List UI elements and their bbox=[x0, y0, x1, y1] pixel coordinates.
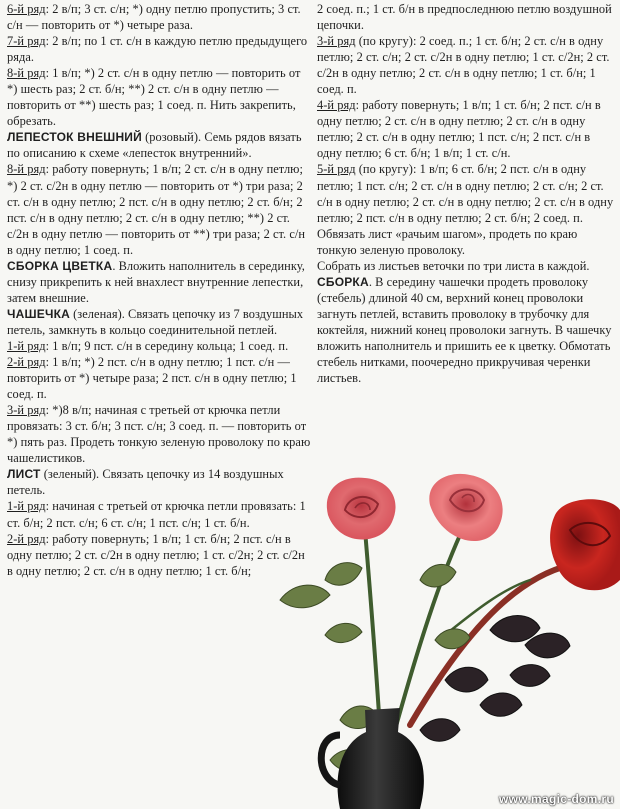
instruction-text: : 2 в/п; 3 ст. с/н; *) одну петлю пропустить; 3 ст. с/н — повторить от *) четыре раза. bbox=[7, 2, 301, 33]
section-heading: ЧАШЕЧКА bbox=[7, 306, 70, 321]
instruction-text: . Вложить наполнитель в серединку, снизу прикрепить к ней внахлест внутренние лепестки, затем внешние. bbox=[7, 258, 305, 305]
instruction-paragraph bbox=[7, 531, 311, 579]
row-label: 3-й ряд bbox=[7, 403, 46, 418]
instruction-text: : *)8 в/п; начиная с третьей от крючка петли провязать: 3 ст. б/н; 3 пст. с/н; 3 соед. п. — повторить от *) пять раз. Продеть тонкую зеленую проволоку по краю чашелистиков. bbox=[7, 403, 311, 466]
instruction-paragraph bbox=[7, 354, 311, 402]
section-heading: СБОРКА ЦВЕТКА bbox=[7, 258, 113, 273]
roses-photo bbox=[270, 470, 620, 809]
row-label: 1-й ряд bbox=[7, 499, 46, 514]
instruction-text: Обвязать лист «рачьим шагом», продеть по краю тонкую зеленую проволоку. bbox=[317, 226, 578, 257]
instruction-paragraph bbox=[7, 338, 311, 354]
instruction-text: Собрать из листьев веточки по три листа в каждой. bbox=[317, 258, 590, 273]
instruction-text: (по кругу): 1 в/п; 6 ст. б/н; 2 пст. с/н в одну петлю; 1 пст. с/н; 2 ст. с/н в одну петлю; 2 ст. с/н; 2 ст. с/н в одну петлю; 2 ст. с/н в одну петлю; 2 ст. с/н в одну петлю; 2 пст. с/н в одну петлю; 2 ст. б/н; 2 соед. п. bbox=[317, 162, 614, 225]
instruction-paragraph bbox=[7, 65, 311, 129]
instruction-paragraph bbox=[7, 498, 311, 530]
row-label: 7-й ряд bbox=[7, 34, 46, 49]
instruction-paragraph bbox=[7, 466, 311, 498]
instruction-paragraph bbox=[317, 258, 615, 274]
row-label: 2-й ряд bbox=[7, 531, 46, 546]
website-footer: www.magic-dom.ru bbox=[498, 792, 614, 806]
instruction-text: : работу повернуть; 1 в/п; 2 ст. с/н в одну петлю; *) 2 ст. с/2н в одну петлю — повторить от *) три раза; 2 ст. с/н в одну петлю; 2 пст. с/н в одну петлю; 2 ст. б/н; 2 пст. с/н в одну петлю; 2 ст. с/н в одну петлю; **) 2 ст. с/2н в одну петлю — повторить от **) три раза; 2 ст. с/н в одну петлю; 1 соед. п. bbox=[7, 162, 306, 257]
instruction-text: : работу повернуть; 1 в/п; 1 ст. б/н; 2 пст. с/н в одну петлю; 2 ст. с/2н в одну петлю; 1 ст. с/2н; 2 ст. с/2н в одну петлю; 2 ст. с/н в одну петлю; 1 ст. б/н; bbox=[7, 531, 305, 578]
instruction-text: 2 соед. п.; 1 ст. б/н в предпоследнюю петлю воздушной цепочки. bbox=[317, 2, 612, 33]
row-label: 4-й ряд bbox=[317, 98, 356, 113]
instruction-paragraph bbox=[317, 274, 615, 386]
instruction-paragraph bbox=[7, 33, 311, 65]
instruction-paragraph bbox=[317, 33, 615, 97]
instruction-text: : 1 в/п; 9 пст. с/н в середину кольца; 1 соед. п. bbox=[45, 338, 289, 353]
instruction-text: (по кругу): 2 соед. п.; 1 ст. б/н; 2 ст. с/н в одну петлю; 2 ст. с/н; 2 ст. с/2н в одну петлю; 1 ст. с/2н; 2 ст. с/2н в одну петлю; 2 ст. с/н в одну петлю; 1 ст. б/н; 1 соед. п. bbox=[317, 34, 610, 97]
instruction-text: . В середину чашечки продеть проволоку (стебель) длиной 40 см, верхний конец проволоки загнуть петлей, вставить проволоку в трубочку для коктейля, нижний конец проволоки загнуть. В чашечку вложить наполнитель и пришить ее к цветку. Обмотать стебель нитками, поочередно прикручивая черенки листьев. bbox=[317, 274, 612, 386]
instruction-text: (розовый). Семь рядов вязать по описанию к схеме «лепесток внутренний». bbox=[7, 130, 302, 161]
row-label: 6-й ряд bbox=[7, 2, 46, 16]
row-label: 2-й ряд bbox=[7, 355, 46, 370]
row-label: 8-й ряд bbox=[7, 162, 46, 177]
section-heading: ЛЕПЕСТОК ВНЕШНИЙ bbox=[7, 130, 142, 145]
left-column bbox=[7, 1, 311, 579]
row-label: 5-й ряд bbox=[317, 162, 356, 177]
section-heading: ЛИСТ bbox=[7, 467, 41, 482]
instruction-paragraph bbox=[7, 258, 311, 306]
instruction-paragraph bbox=[7, 306, 311, 338]
instruction-paragraph bbox=[7, 402, 311, 466]
instruction-text: : работу повернуть; 1 в/п; 1 ст. б/н; 2 пст. с/н в одну петлю; 2 ст. с/н в одну петлю; 2 ст. с/н в одну петлю; 2 ст. с/н в одну петлю; 1 пст. с/н; 2 пст. с/н в одну петлю; 6 ст. б/н; 1 в/п; 1 ст. с/н. bbox=[317, 98, 601, 161]
instruction-text: (зеленый). Связать цепочку из 14 воздушных петель. bbox=[7, 467, 284, 498]
instruction-paragraph bbox=[317, 1, 615, 33]
section-heading: СБОРКА bbox=[317, 274, 369, 289]
instruction-text: : 1 в/п; *) 2 ст. с/н в одну петлю — повторить от *) шесть раз; 2 ст. б/н; **) 2 ст. с/н в одну петлю — повторить от **) шесть раз; 1 соед. п. Нить закрепить, обрезать. bbox=[7, 66, 301, 129]
instruction-paragraph bbox=[317, 161, 615, 225]
instruction-paragraph bbox=[7, 1, 311, 33]
right-column bbox=[317, 1, 615, 386]
row-label: 8-й ряд bbox=[7, 66, 46, 81]
instruction-paragraph bbox=[7, 129, 311, 161]
instruction-text: (зеленая). Связать цепочку из 7 воздушных петель, замкнуть в кольцо соединительной петлей. bbox=[7, 306, 304, 337]
instruction-text: : 1 в/п; *) 2 пст. с/н в одну петлю; 1 пст. с/н — повторить от *) четыре раза; 2 пст. с/н в одну петлю; 1 соед. п. bbox=[7, 355, 297, 402]
instruction-paragraph bbox=[7, 161, 311, 257]
instruction-paragraph bbox=[317, 97, 615, 161]
instruction-text: : 2 в/п; по 1 ст. с/н в каждую петлю предыдущего ряда. bbox=[7, 34, 308, 65]
instruction-text: : начиная с третьей от крючка петли провязать: 1 ст. б/н; 2 пст. с/н; 6 ст. с/н; 1 пст. с/н; 1 ст. б/н. bbox=[7, 499, 306, 530]
instruction-paragraph bbox=[317, 226, 615, 258]
row-label: 3-й ряд bbox=[317, 34, 356, 49]
row-label: 1-й ряд bbox=[7, 338, 46, 353]
